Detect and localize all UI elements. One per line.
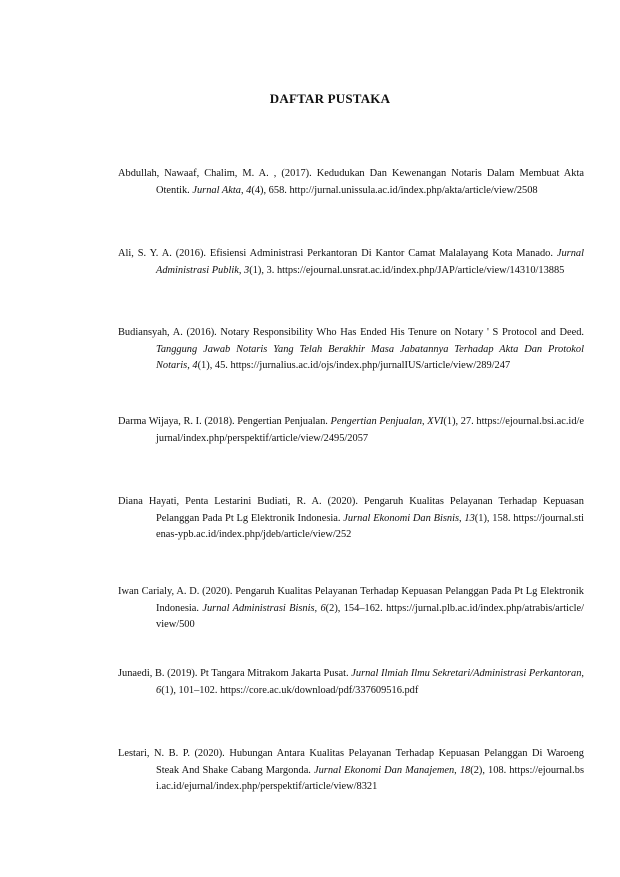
issue-pages: (4), 658. [251,184,290,196]
reference-text: Budiansyah, A. (2016). Notary Responsibility Who Has Ended His Tenure on Notary ' S Protocol and Deed. [118,327,584,339]
issue-pages: (1), 3. [249,264,277,276]
journal-name: Pengertian Penjualan [330,416,423,428]
separator: , [187,359,193,371]
issue-pages: (2), 108. [470,764,510,776]
reference-entry [118,666,584,698]
reference-text: Abdullah, Nawaaf, Chalim, M. A. , (2017). Kedudukan Dan Kewenangan Notaris Dalam Membuat Akta Otentik. [118,168,584,196]
journal-name: Jurnal Akta [192,184,241,196]
separator: , [238,264,245,276]
reference-entry [118,746,584,795]
reference-text: Lestari, N. B. P. (2020). Hubungan Antara Kualitas Pelayanan Terhadap Kepuasan Pelanggan Di Waroeng Steak And Shake Cabang Margonda. [118,748,584,776]
reference-url[interactable]: https://jurnal.plb.ac.id/index.php/atrabis/article/view/500 [156,602,585,630]
reference-url[interactable]: https://ejournal.unsrat.ac.id/index.php/JAP/article/view/14310/13885 [276,264,565,276]
volume: 13 [464,512,475,524]
volume: 6 [320,602,326,614]
volume: 4 [246,184,252,196]
volume: 4 [192,359,198,371]
reference-url[interactable]: https://ejournal.bsi.ac.id/ejurnal/index.php/perspektif/article/view/2495/2057 [156,416,585,444]
page-title: DAFTAR PUSTAKA [269,91,391,106]
reference-entry [118,414,584,446]
reference-url[interactable]: https://core.ac.uk/download/pdf/337609516.pdf [220,684,419,696]
journal-name: Jurnal Administrasi Publik [156,248,584,276]
reference-url[interactable]: http://jurnal.unissula.ac.id/index.php/akta/article/view/2508 [289,184,538,196]
separator: , [314,602,321,614]
issue-pages: (1), 158. [474,512,514,524]
separator: , [581,668,585,680]
separator: , [422,416,428,428]
volume: XVI [427,416,444,428]
reference-text: Ali, S. Y. A. (2016). Efisiensi Administrasi Perkantoran Di Kantor Camat Malalayang Kota Manado. [118,248,557,260]
journal-name: Jurnal Ekonomi Dan Manajemen [313,764,455,776]
reference-url[interactable]: https://journal.stienas-ypb.ac.id/index.php/jdeb/article/view/252 [156,512,584,540]
volume: 3 [244,264,250,276]
reference-text: Iwan Carialy, A. D. (2020). Pengaruh Kualitas Pelayanan Terhadap Kepuasan Pelanggan Pada Pt Lg Elektronik Indonesia. [118,586,584,614]
separator: , [454,764,460,776]
journal-name: Jurnal Ekonomi Dan Bisnis [343,512,460,524]
separator: , [459,512,465,524]
reference-entry [118,325,584,374]
reference-text: Darma Wijaya, R. I. (2018). Pengertian Penjualan. [118,416,331,428]
issue-pages: (1), 101–102. [161,684,221,696]
reference-entry [118,246,584,278]
journal-name: Jurnal Administrasi Bisnis [202,602,315,614]
reference-entry [118,166,584,198]
reference-url[interactable]: https://ejournal.bsi.ac.id/ejurnal/index.php/perspektif/article/view/8321 [156,764,585,792]
reference-text: Junaedi, B. (2019). Pt Tangara Mitrakom Jakarta Pusat. [118,668,352,680]
volume: 18 [459,764,471,776]
reference-entry [118,494,584,543]
issue-pages: (1), 27. [443,416,477,428]
separator: , [240,184,247,196]
issue-pages: (2), 154–162. [325,602,387,614]
reference-text: Diana Hayati, Penta Lestarini Budiati, R. A. (2020). Pengaruh Kualitas Pelayanan Terhadap Kepuasan Pelanggan Pada Pt Lg Elektronik Indonesia. [118,496,584,524]
journal-name: Jurnal Ilmiah Ilmu Sekretari/Administrasi Perkantoran [351,668,582,680]
journal-name: Tanggung Jawab Notaris Yang Telah Berakhir Masa Jabatannya Terhadap Akta Dan Protokol Notaris [156,343,584,371]
volume: 6 [156,684,162,696]
issue-pages: (1), 45. [197,359,231,371]
reference-url[interactable]: https://jurnalius.ac.id/ojs/index.php/jurnalIUS/article/view/289/247 [230,359,511,371]
reference-entry [118,584,584,633]
